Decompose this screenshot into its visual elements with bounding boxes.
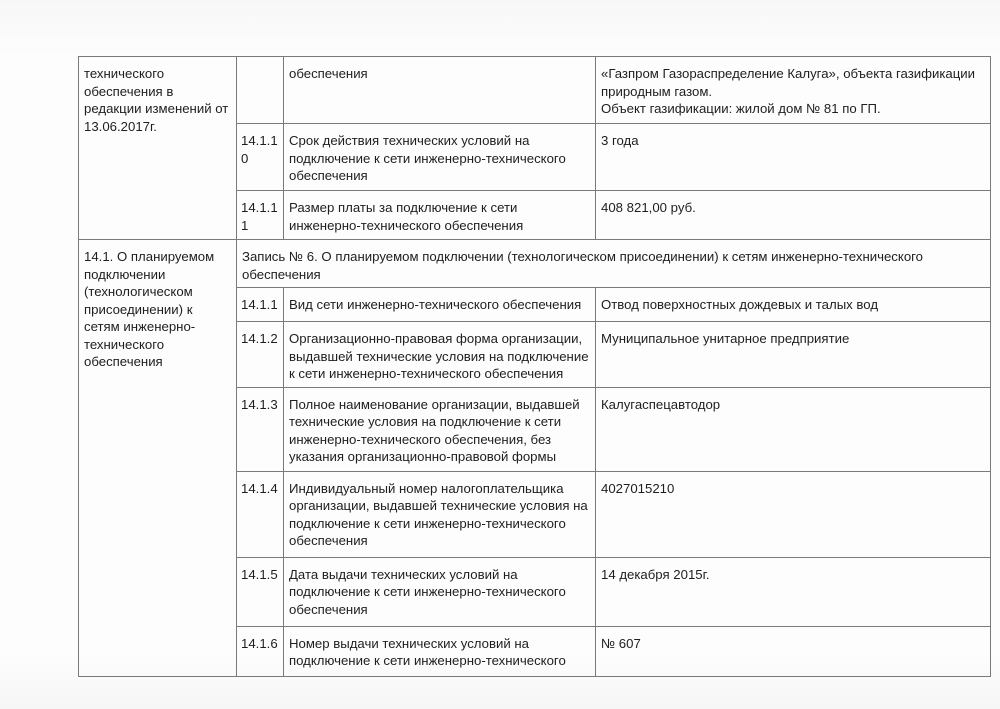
item-value: 14 декабря 2015г. <box>596 557 991 626</box>
item-value <box>596 57 991 124</box>
item-label: Вид сети инженерно-технического обеспечения <box>284 288 596 322</box>
item-label: обеспечения <box>284 57 596 124</box>
item-label: Номер выдачи технических условий на подключение к сети инженерно-технического <box>284 626 596 676</box>
item-label: Индивидуальный номер налогоплательщика организации, выдавшей технические условия на подключение к сети инженерно-технического обеспечения <box>284 471 596 557</box>
item-number: 14.1.2 <box>237 322 284 388</box>
item-number <box>237 57 284 124</box>
item-label: Полное наименование организации, выдавшей технические условия на подключение к сети инженерно-технического обеспечения, без указания организационно-правовой формы <box>284 387 596 471</box>
item-value: 3 года <box>596 124 991 191</box>
item-number: 14.1.11 <box>237 191 284 240</box>
table-row <box>79 240 991 288</box>
item-number: 14.1.10 <box>237 124 284 191</box>
item-value: Муниципальное унитарное предприятие <box>596 322 991 388</box>
item-label: Размер платы за подключение к сети инженерно-технического обеспечения <box>284 191 596 240</box>
declaration-table <box>78 56 991 677</box>
record-title: Запись № 6. О планируемом подключении (технологическом присоединении) к сетям инженерно-технического обеспечения <box>237 240 991 288</box>
item-label: Организационно-правовая форма организации, выдавшей технические условия на подключение к сети инженерно-технического обеспечения <box>284 322 596 388</box>
item-value: № 607 <box>596 626 991 676</box>
table-row <box>79 57 991 124</box>
item-number: 14.1.1 <box>237 288 284 322</box>
item-number: 14.1.4 <box>237 471 284 557</box>
value-line: «Газпром Газораспределение Калуга», объекта газификации природным газом. <box>601 66 976 99</box>
item-number: 14.1.3 <box>237 387 284 471</box>
section-label-cell: 14.1. О планируемом подключении (технологическом присоединении) к сетям инженерно-технического обеспечения <box>79 240 237 677</box>
item-value: Калугаспецавтодор <box>596 387 991 471</box>
section-label-cell: технического обеспечения в редакции изменений от 13.06.2017г. <box>79 57 237 240</box>
item-value: 4027015210 <box>596 471 991 557</box>
item-label: Дата выдачи технических условий на подключение к сети инженерно-технического обеспечения <box>284 557 596 626</box>
item-number: 14.1.6 <box>237 626 284 676</box>
item-number: 14.1.5 <box>237 557 284 626</box>
item-value: Отвод поверхностных дождевых и талых вод <box>596 288 991 322</box>
value-line: Объект газификации: жилой дом № 81 по ГП. <box>601 101 881 116</box>
item-value: 408 821,00 руб. <box>596 191 991 240</box>
item-label: Срок действия технических условий на подключение к сети инженерно-технического обеспечения <box>284 124 596 191</box>
